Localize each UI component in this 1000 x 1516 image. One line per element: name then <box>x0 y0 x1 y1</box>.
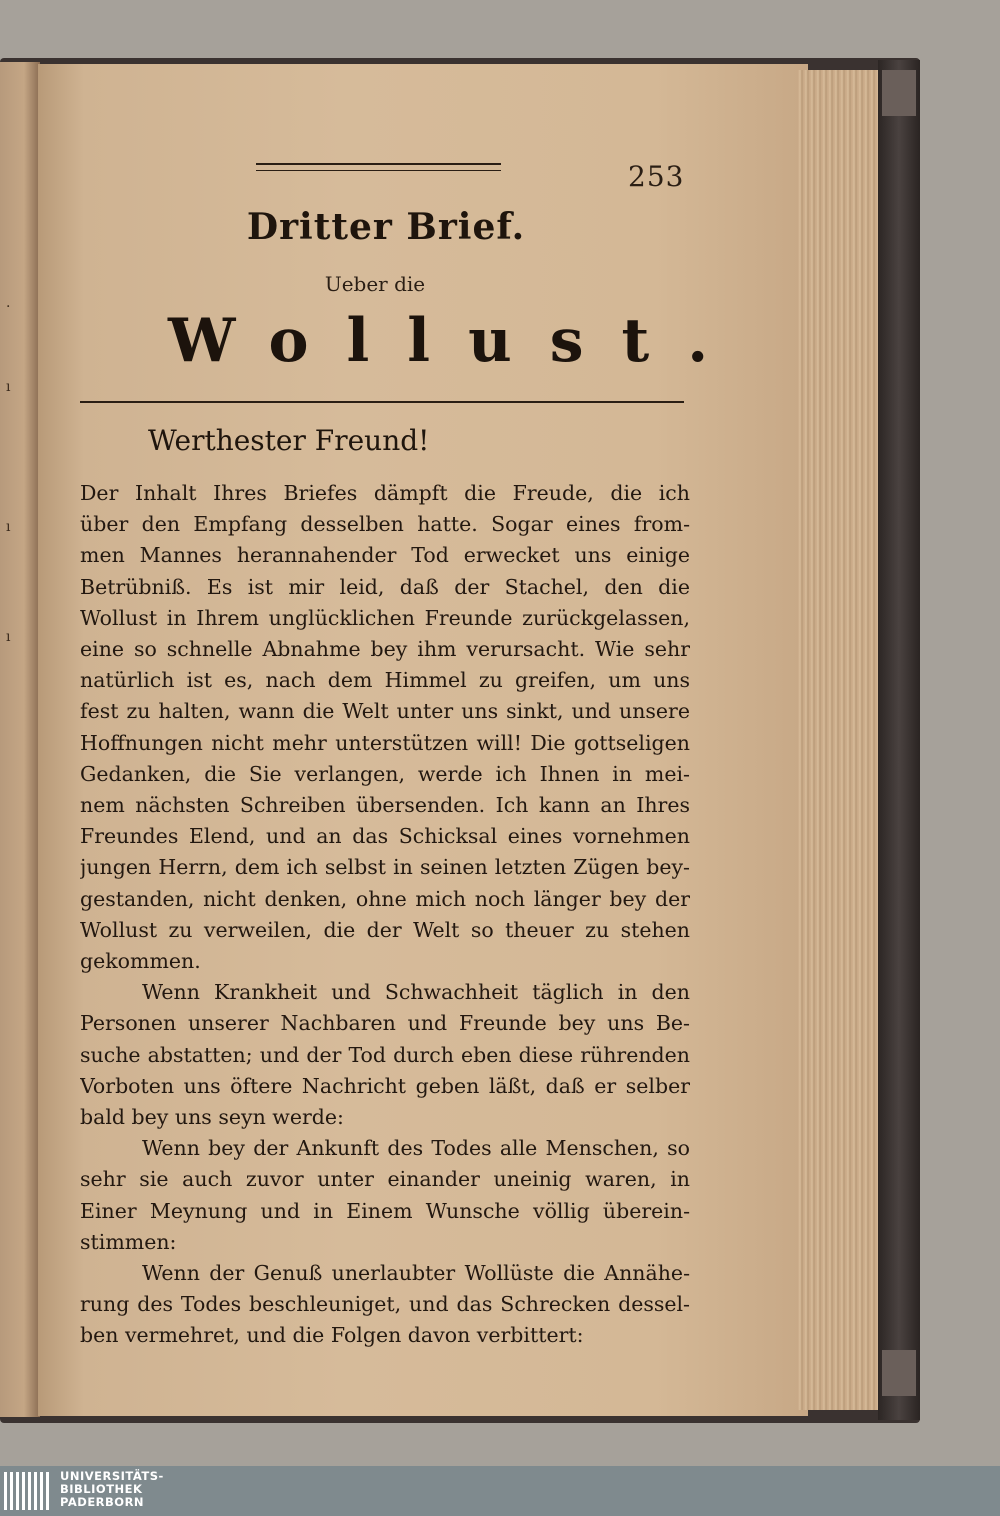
text-line: jungen Herrn, dem ich selbst in seinen letzten Zügen bey- <box>80 855 690 880</box>
letter-subtitle: Ueber die <box>324 272 426 296</box>
text-line: ben vermehret, und die Folgen davon verbittert: <box>80 1323 584 1348</box>
binding-band <box>882 70 916 116</box>
margin-mark: · <box>6 299 11 315</box>
logo-line: PADERBORN <box>60 1495 145 1509</box>
salutation: Werthester Freund! <box>148 424 430 457</box>
text-line: Wenn der Genuß unerlaubter Wollüste die Annähe- <box>142 1261 690 1286</box>
header-rule <box>256 163 501 171</box>
margin-mark: ı <box>6 519 11 535</box>
library-footer-bar <box>0 1466 1000 1516</box>
left-page-edge <box>0 62 40 1417</box>
text-line: Vorboten uns öftere Nachricht geben läßt, daß er selber <box>80 1073 690 1098</box>
letter-main-title: Wollust. <box>168 306 747 376</box>
text-line: fest zu halten, wann die Welt unter uns sinkt, und unsere <box>80 699 690 724</box>
page-stack-edge <box>798 70 878 1410</box>
text-line: Wenn Krankheit und Schwachheit täglich in den <box>142 980 690 1005</box>
library-logo-text <box>60 1470 164 1509</box>
margin-mark: ı <box>6 629 11 645</box>
text-line: Personen unserer Nachbaren und Freunde bey uns Be- <box>80 1011 690 1036</box>
margin-mark: ı <box>6 379 11 395</box>
text-line: sehr sie auch zuvor unter einander uneinig waren, in <box>80 1167 690 1192</box>
text-line: men Mannes herannahender Tod erwecket uns einige <box>80 543 690 568</box>
text-line: Betrübniß. Es ist mir leid, daß der Stachel, den die <box>80 574 690 599</box>
letter-title: Dritter Brief. <box>246 206 526 248</box>
binding-band <box>882 1350 916 1396</box>
library-logo-icon <box>4 1472 50 1510</box>
title-rule <box>80 401 684 403</box>
text-line: über den Empfang desselben hatte. Sogar eines from- <box>80 512 690 537</box>
text-line: Einer Meynung und in Einem Wunsche völlig überein- <box>80 1198 690 1223</box>
text-line: Wenn bey der Ankunft des Todes alle Menschen, so <box>142 1136 690 1161</box>
text-line: Der Inhalt Ihres Briefes dämpft die Freude, die ich <box>80 481 690 505</box>
text-line: Wollust in Ihrem unglücklichen Freunde zurückgelassen, <box>80 605 690 630</box>
text-line: Freundes Elend, und an das Schicksal eines vornehmen <box>80 824 690 849</box>
body-text <box>80 478 690 1352</box>
text-line: suche abstatten; und der Tod durch eben diese rührenden <box>80 1042 690 1067</box>
text-line: bald bey uns seyn werde: <box>80 1105 344 1130</box>
text-line: eine so schnelle Abnahme bey ihm verursacht. Wie sehr <box>80 637 690 662</box>
page-number: 253 <box>628 160 685 193</box>
text-line: rung des Todes beschleuniget, und das Schrecken dessel- <box>80 1292 690 1317</box>
text-line: gekommen. <box>80 949 201 974</box>
text-line: natürlich ist es, nach dem Himmel zu greifen, um uns <box>80 668 690 693</box>
text-line: nem nächsten Schreiben übersenden. Ich kann an Ihres <box>80 793 690 818</box>
text-line: Hoffnungen nicht mehr unterstützen will! Die gottseligen <box>80 730 690 755</box>
text-line: gestanden, nicht denken, ohne mich noch länger bey der <box>80 886 690 911</box>
text-line: Wollust zu verweilen, die der Welt so theuer zu stehen <box>80 917 690 942</box>
text-line: Gedanken, die Sie verlangen, werde ich Ihnen in mei- <box>80 761 690 786</box>
book-binding <box>878 60 920 1420</box>
logo-line: BIBLIOTHEK <box>60 1482 143 1496</box>
logo-line: UNIVERSITÄTS- <box>60 1469 164 1483</box>
text-line: stimmen: <box>80 1229 177 1254</box>
